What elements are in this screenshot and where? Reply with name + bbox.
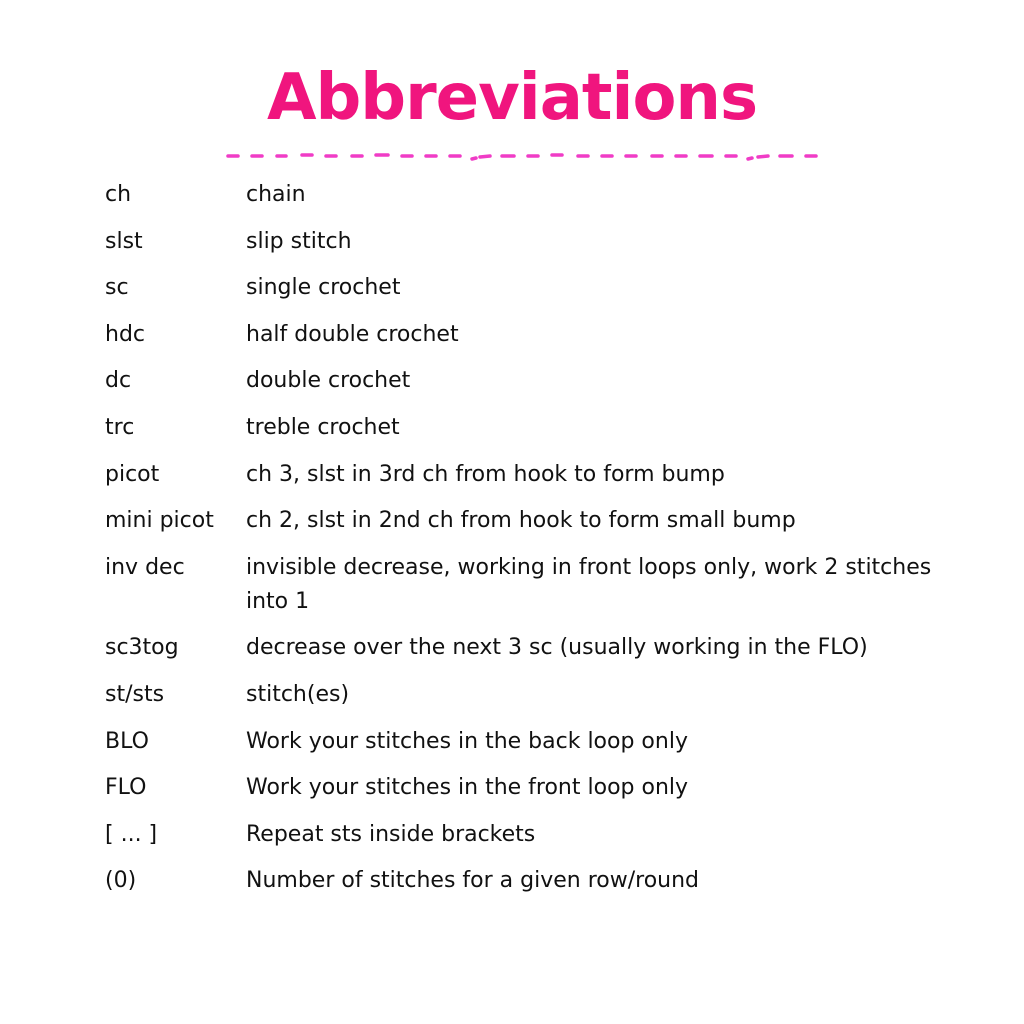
abbreviation-definition: invisible decrease, working in front loops only, work 2 stitches into 1 xyxy=(246,554,932,614)
list-item xyxy=(105,178,965,212)
abbreviation-definition: decrease over the next 3 sc (usually working in the FLO) xyxy=(246,635,868,661)
abbreviation-term: sc xyxy=(105,275,129,301)
abbreviation-term: picot xyxy=(105,461,160,487)
abbreviation-definition: slip stitch xyxy=(246,228,352,254)
abbreviation-term: FLO xyxy=(105,775,147,801)
abbreviation-definition: half double crochet xyxy=(246,321,459,347)
page-title: Abbreviations xyxy=(266,61,758,135)
list-item xyxy=(105,225,965,259)
abbreviation-term: mini picot xyxy=(105,508,214,534)
abbreviation-term: trc xyxy=(105,414,135,440)
list-item xyxy=(105,678,965,712)
abbreviation-term: [ ... ] xyxy=(105,821,158,847)
list-item xyxy=(105,551,965,619)
abbreviation-definition: treble crochet xyxy=(246,414,400,440)
abbreviation-term: ch xyxy=(105,182,132,207)
abbreviation-list xyxy=(105,178,965,911)
abbreviation-term: (0) xyxy=(105,868,137,894)
list-item xyxy=(105,818,965,852)
abbreviation-definition: Repeat sts inside brackets xyxy=(246,821,536,847)
list-item xyxy=(105,318,965,352)
abbreviation-definition: stitch(es) xyxy=(246,681,350,707)
list-item xyxy=(105,725,965,759)
list-item xyxy=(105,864,965,898)
abbreviation-term: slst xyxy=(105,228,143,254)
abbreviation-definition: Work your stitches in the back loop only xyxy=(246,728,688,754)
list-item xyxy=(105,458,965,492)
abbreviation-term: hdc xyxy=(105,321,146,347)
list-item xyxy=(105,411,965,445)
abbreviation-term: BLO xyxy=(105,728,149,754)
abbreviation-definition: chain xyxy=(246,182,306,207)
abbreviation-definition: single crochet xyxy=(246,275,401,301)
abbreviation-definition: double crochet xyxy=(246,368,411,394)
list-item xyxy=(105,504,965,538)
abbreviation-definition: ch 3, slst in 3rd ch from hook to form bump xyxy=(246,461,725,487)
abbreviation-definition: Work your stitches in the front loop only xyxy=(246,775,689,801)
dashed-divider xyxy=(222,148,822,164)
list-item xyxy=(105,364,965,398)
list-item xyxy=(105,771,965,805)
abbreviation-definition: Number of stitches for a given row/round xyxy=(246,868,700,894)
list-item xyxy=(105,631,965,665)
abbreviation-definition: ch 2, slst in 2nd ch from hook to form small bump xyxy=(246,508,796,534)
abbreviation-term: dc xyxy=(105,368,132,394)
abbreviation-term: st/sts xyxy=(105,681,165,707)
abbreviation-term: sc3tog xyxy=(105,635,179,661)
list-item xyxy=(105,271,965,305)
abbreviation-term: inv dec xyxy=(105,554,185,580)
